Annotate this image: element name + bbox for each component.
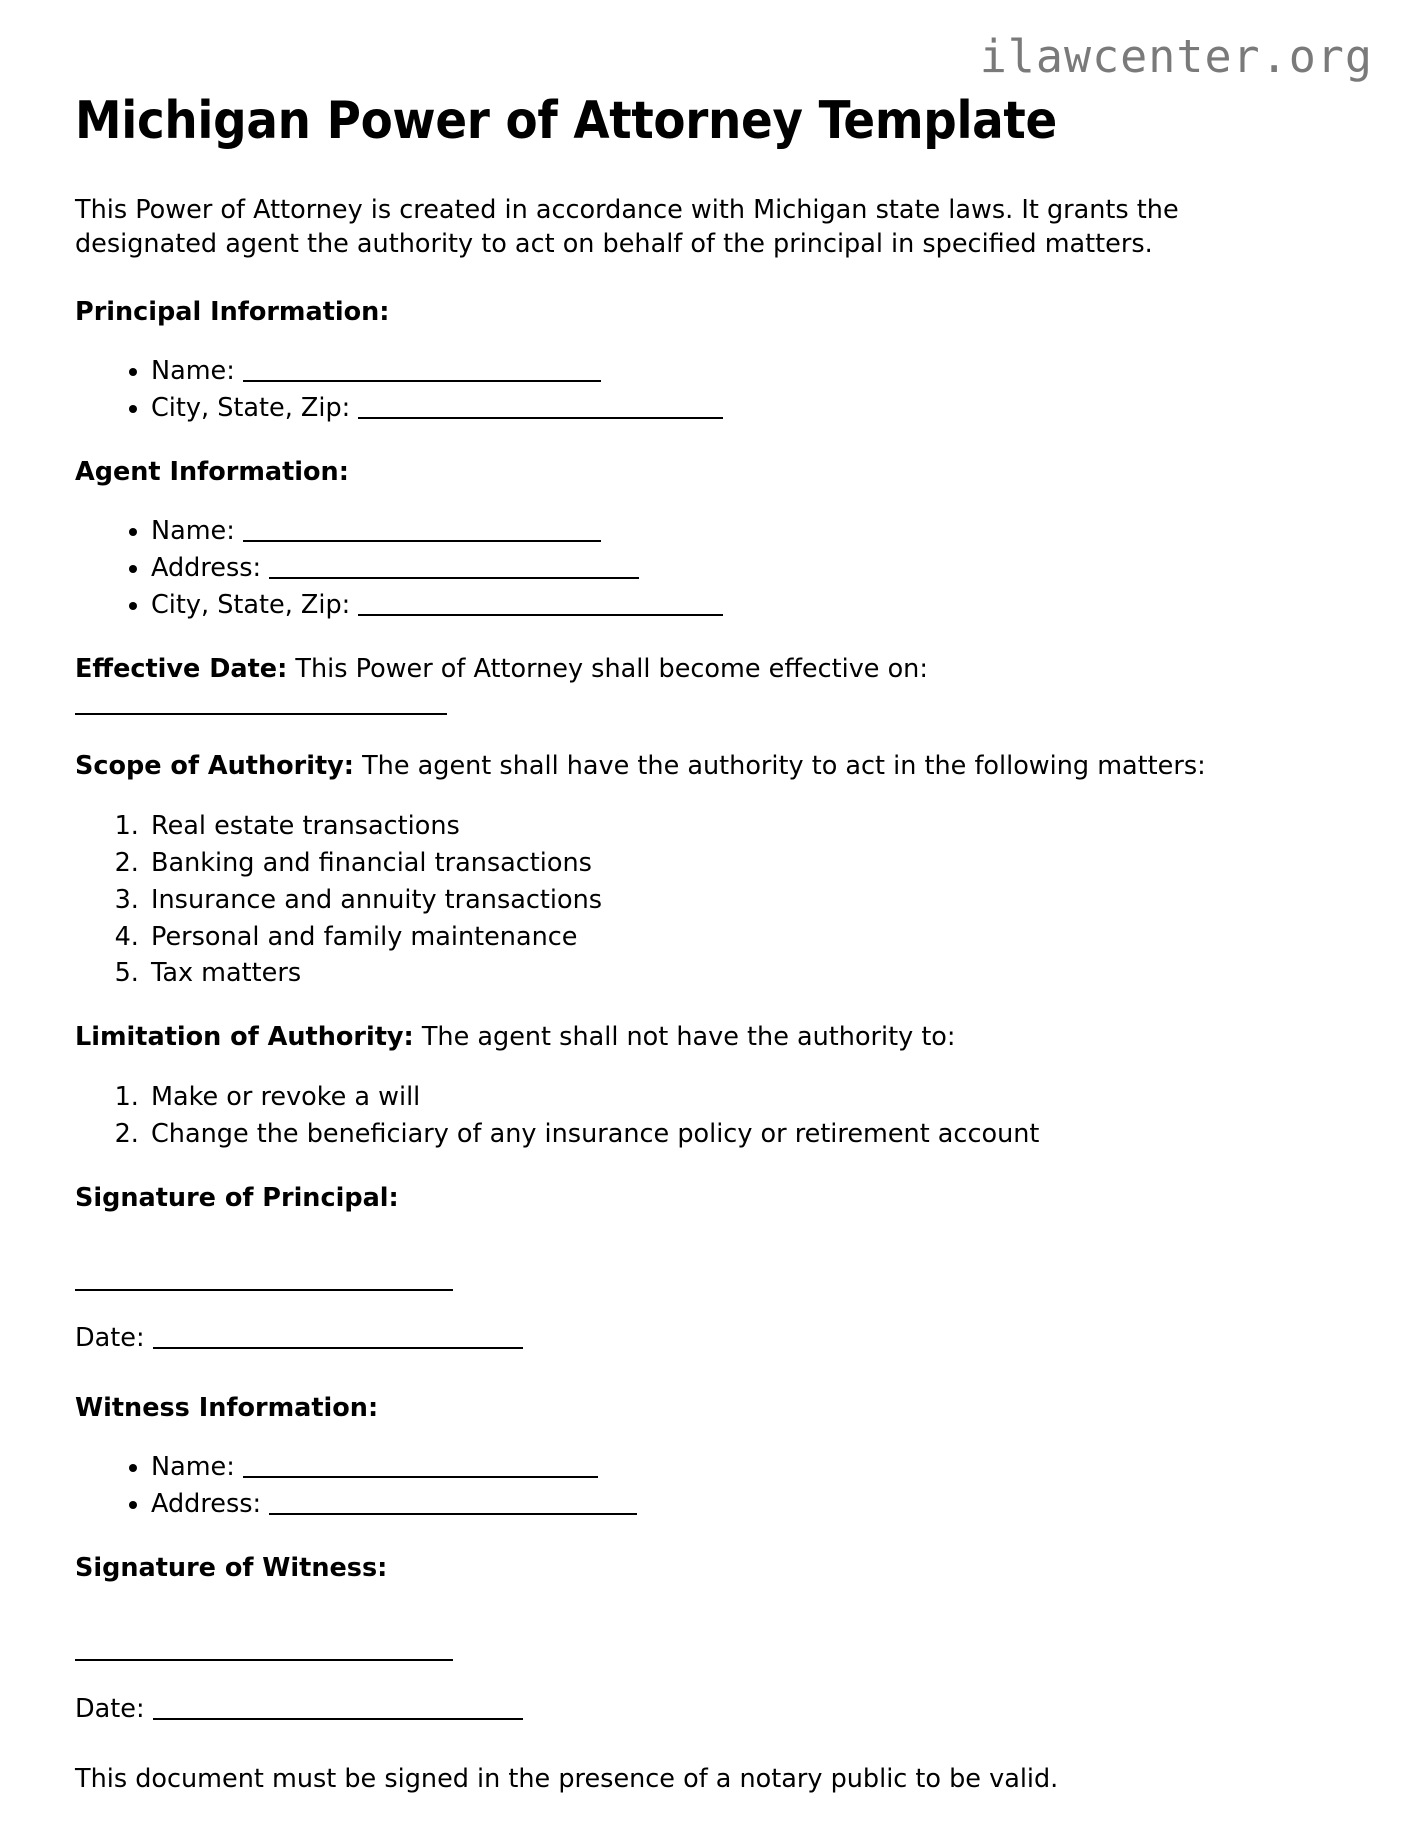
list-item: 1. Real estate transactions	[147, 810, 1340, 844]
witness-information-heading: Witness Information:	[75, 1393, 379, 1424]
principal-information-heading: Principal Information:	[75, 297, 390, 328]
list-item: 1. Make or revoke a will	[147, 1081, 1340, 1115]
agent-information-list	[75, 515, 1340, 623]
signature-witness-line-row	[75, 1641, 1340, 1662]
effective-date-blank[interactable]	[75, 695, 447, 715]
effective-date-line	[75, 653, 1340, 687]
list-item	[151, 589, 1340, 623]
site-watermark: ilawcenter.org	[979, 30, 1373, 83]
principal-citystatezip-blank[interactable]	[358, 399, 723, 419]
list-item	[151, 1451, 1340, 1485]
principal-information-list	[75, 355, 1340, 426]
limitation-of-authority-text: The agent shall not have the authority to:	[421, 1022, 956, 1053]
list-item: 2. Change the beneficiary of any insurance policy or retirement account	[147, 1118, 1340, 1152]
scope-of-authority-label: Scope of Authority:	[75, 750, 354, 781]
signature-principal-blank[interactable]	[75, 1271, 453, 1291]
list-item: 5. Tax matters	[147, 957, 1340, 991]
effective-date-text: This Power of Attorney shall become effective on:	[295, 653, 928, 684]
scope-of-authority-text: The agent shall have the authority to act in the following matters:	[362, 750, 1206, 781]
signature-of-witness-heading: Signature of Witness:	[75, 1553, 388, 1584]
list-item	[151, 355, 1340, 389]
principal-name-label: Name:	[151, 356, 235, 387]
list-item	[151, 552, 1340, 586]
witness-date-label: Date:	[75, 1693, 145, 1724]
principal-date-label: Date:	[75, 1323, 145, 1354]
list-item	[151, 515, 1340, 549]
list-item: 2. Banking and financial transactions	[147, 847, 1340, 881]
agent-citystatezip-label: City, State, Zip:	[151, 589, 351, 620]
principal-citystatezip-label: City, State, Zip:	[151, 393, 351, 424]
signature-principal-line-row	[75, 1271, 1340, 1292]
principal-date-row	[75, 1322, 1340, 1356]
signature-witness-blank[interactable]	[75, 1641, 453, 1661]
agent-name-label: Name:	[151, 516, 235, 547]
witness-address-blank[interactable]	[269, 1495, 637, 1515]
principal-name-blank[interactable]	[243, 362, 601, 382]
signature-witness-space	[75, 1585, 1340, 1641]
closing-statement: This document must be signed in the presence of a notary public to be valid.	[75, 1763, 1059, 1794]
limitation-of-authority-line	[75, 1021, 1340, 1055]
list-item	[151, 392, 1340, 426]
witness-name-label: Name:	[151, 1452, 235, 1483]
limitation-of-authority-label: Limitation of Authority:	[75, 1022, 414, 1053]
agent-citystatezip-blank[interactable]	[358, 596, 723, 616]
signature-principal-space	[75, 1215, 1340, 1271]
witness-information-list	[75, 1451, 1340, 1522]
witness-date-blank[interactable]	[153, 1700, 523, 1720]
document-body	[75, 92, 1340, 1796]
scope-of-authority-list	[75, 810, 1340, 992]
agent-address-blank[interactable]	[269, 559, 639, 579]
principal-date-blank[interactable]	[153, 1329, 523, 1349]
list-item: 3. Insurance and annuity transactions	[147, 884, 1340, 918]
page-title: Michigan Power of Attorney Template	[75, 91, 1057, 151]
list-item: 4. Personal and family maintenance	[147, 921, 1340, 955]
witness-name-blank[interactable]	[243, 1458, 598, 1478]
agent-information-heading: Agent Information:	[75, 457, 349, 487]
intro-paragraph: This Power of Attorney is created in accordance with Michigan state laws. It grants the designated agent the authority to act on behalf of the principal in specified matters.	[75, 195, 1179, 260]
effective-date-label: Effective Date:	[75, 653, 288, 684]
witness-address-label: Address:	[151, 1489, 262, 1520]
effective-date-blank-row	[75, 695, 1340, 716]
scope-of-authority-line	[75, 750, 1340, 784]
list-item	[151, 1488, 1340, 1522]
agent-address-label: Address:	[151, 553, 262, 584]
agent-name-blank[interactable]	[243, 522, 601, 542]
witness-date-row	[75, 1693, 1340, 1727]
signature-of-principal-heading: Signature of Principal:	[75, 1183, 399, 1214]
limitation-of-authority-list	[75, 1081, 1340, 1152]
